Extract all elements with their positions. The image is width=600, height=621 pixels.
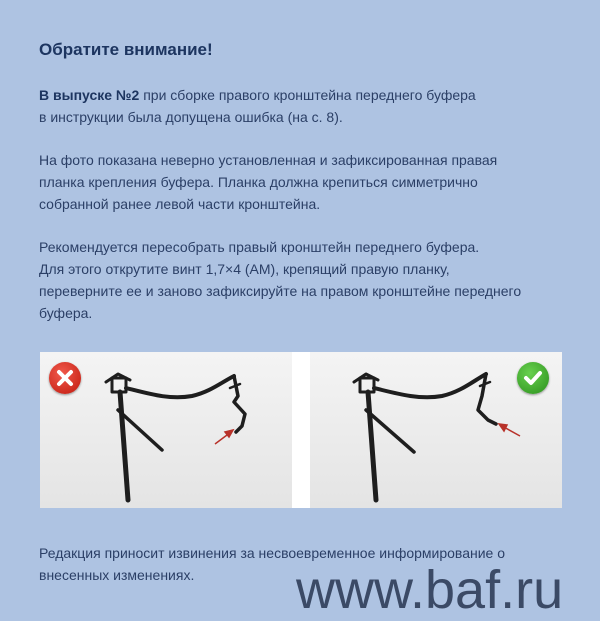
photo-explanation <box>39 149 579 215</box>
cross-icon <box>49 362 81 394</box>
error-description <box>39 84 579 128</box>
instruction-line-4: буфера. <box>39 305 93 321</box>
notice-heading: Обратите внимание! <box>39 40 213 59</box>
instruction-line-1: Рекомендуется пересобрать правый кронштейн переднего буфера. <box>39 239 480 255</box>
wrong-assembly-photo <box>40 352 292 508</box>
error-text-line-2: в инструкции была допущена ошибка (на с. 8). <box>39 109 343 125</box>
explanation-line-1: На фото показана неверно установленная и зафиксированная правая <box>39 152 498 168</box>
explanation-line-3: собранной ранее левой части кронштейна. <box>39 196 321 212</box>
apology-line-2: внесенных изменениях. <box>39 567 195 583</box>
explanation-line-2: планка крепления буфера. Планка должна крепиться симметрично <box>39 174 478 190</box>
error-text-line-1: при сборке правого кронштейна переднего буфера <box>139 87 476 103</box>
issue-number: В выпуске №2 <box>39 87 140 103</box>
instruction-line-3: переверните ее и заново зафиксируйте на правом кронштейне переднего <box>39 283 522 299</box>
site-watermark: www.baf.ru <box>296 560 564 620</box>
checkmark-icon <box>517 362 549 394</box>
comparison-photos <box>40 352 562 508</box>
apology-line-1: Редакция приносит извинения за несвоевременное информирование о <box>39 545 506 561</box>
correct-assembly-photo <box>310 352 562 508</box>
fix-instructions <box>39 236 579 324</box>
instruction-line-2: Для этого открутите винт 1,7×4 (АМ), крепящий правую планку, <box>39 261 450 277</box>
